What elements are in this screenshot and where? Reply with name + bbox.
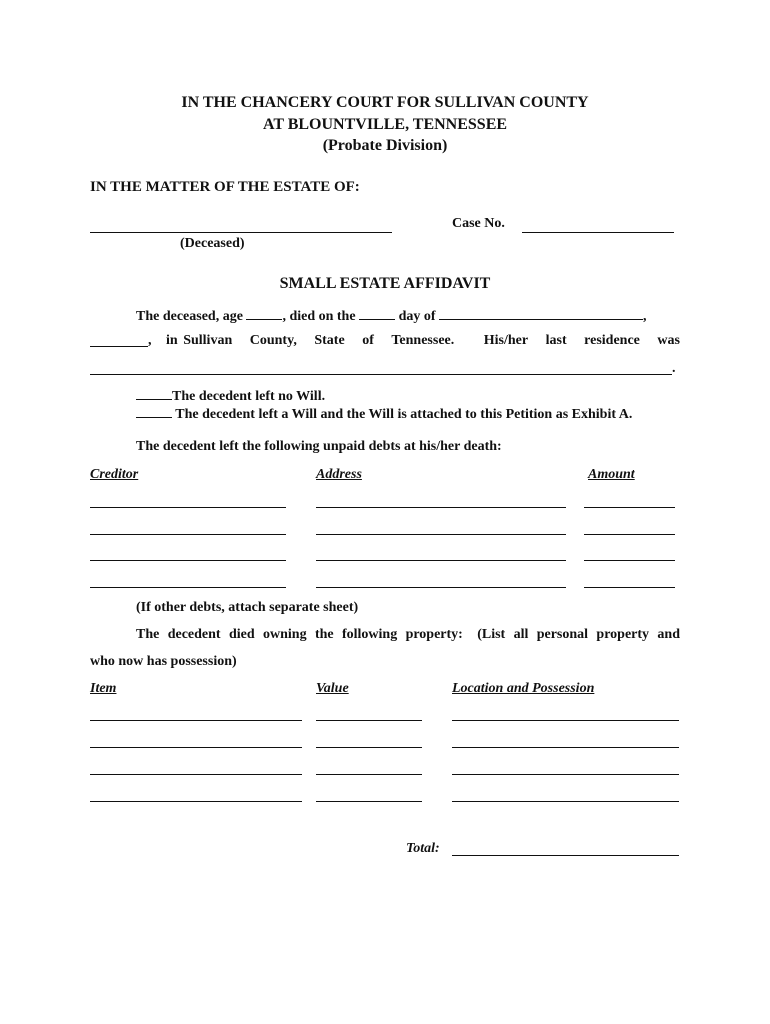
total-label: Total: [406, 841, 440, 856]
property-word: all [513, 627, 529, 642]
word-was: was [657, 333, 680, 348]
deceased-age-text: The deceased, age [136, 309, 243, 324]
will-attached-option [136, 404, 632, 423]
day-of-text: day of [398, 309, 436, 324]
creditor-field[interactable] [90, 507, 286, 508]
creditor-field[interactable] [90, 587, 286, 588]
word-hisher: His/her [483, 333, 529, 348]
address-column-header: Address [316, 467, 362, 482]
value-field[interactable] [316, 774, 422, 775]
deceased-label: (Deceased) [180, 236, 245, 251]
creditor-field[interactable] [90, 534, 286, 535]
age-field[interactable] [246, 306, 282, 320]
word-last: last [545, 333, 567, 348]
period-text: . [672, 361, 676, 376]
address-field[interactable] [316, 587, 566, 588]
item-column-header: Item [90, 681, 117, 696]
word-residence: residence [584, 333, 640, 348]
document-title: SMALL ESTATE AFFIDAVIT [279, 275, 491, 292]
address-field[interactable] [316, 507, 566, 508]
no-will-checkbox-field[interactable] [136, 386, 172, 400]
court-name-line2: AT BLOUNTVILLE, TENNESSEE [262, 116, 508, 133]
word-tennessee: Tennessee. [391, 333, 455, 348]
word-county: County, [249, 333, 297, 348]
location-field[interactable] [452, 801, 679, 802]
case-number-field[interactable] [522, 232, 674, 233]
amount-field[interactable] [584, 587, 675, 588]
will-attached-checkbox-field[interactable] [136, 404, 172, 418]
address-field[interactable] [316, 534, 566, 535]
word-state: State [314, 333, 345, 348]
deceased-name-field[interactable] [90, 232, 392, 233]
property-word: personal [536, 627, 589, 642]
property-word: the [314, 627, 334, 642]
property-word: following [341, 627, 398, 642]
property-intro-line-2: who now has possession) [90, 654, 237, 669]
item-field[interactable] [90, 774, 302, 775]
address-field[interactable] [316, 560, 566, 561]
location-field[interactable] [452, 747, 679, 748]
value-field[interactable] [316, 720, 422, 721]
item-field[interactable] [90, 747, 302, 748]
property-word: decedent [167, 627, 221, 642]
case-number-label: Case No. [452, 216, 505, 231]
value-field[interactable] [316, 747, 422, 748]
death-day-field[interactable] [359, 306, 395, 320]
comma-text: , [643, 309, 647, 324]
total-field[interactable] [452, 855, 679, 856]
other-debts-note: (If other debts, attach separate sheet) [136, 600, 359, 615]
creditor-field[interactable] [90, 560, 286, 561]
property-word: property: [405, 627, 463, 642]
property-word: owning [263, 627, 307, 642]
word-in: in [166, 333, 178, 348]
amount-column-header: Amount [588, 467, 635, 482]
creditor-column-header: Creditor [90, 467, 139, 482]
value-field[interactable] [316, 801, 422, 802]
word-of: of [362, 333, 374, 348]
property-word: died [228, 627, 255, 642]
property-intro-line-1 [136, 627, 680, 643]
death-year-field[interactable] [90, 346, 148, 347]
item-field[interactable] [90, 720, 302, 721]
property-word: (List [477, 627, 506, 642]
no-will-text: The decedent left no Will. [172, 389, 326, 404]
property-word: property [596, 627, 650, 642]
estate-matter-label: IN THE MATTER OF THE ESTATE OF: [90, 179, 360, 195]
amount-field[interactable] [584, 507, 675, 508]
court-name-line1: IN THE CHANCERY COURT FOR SULLIVAN COUNTY [181, 94, 589, 111]
year-comma-text: , [148, 333, 152, 348]
residence-field[interactable] [90, 374, 672, 375]
value-column-header: Value [316, 681, 349, 696]
property-word: and [657, 627, 680, 642]
location-field[interactable] [452, 774, 679, 775]
will-attached-text: The decedent left a Will and the Will is attached to this Petition as Exhibit A. [175, 407, 633, 422]
item-field[interactable] [90, 801, 302, 802]
word-sullivan: Sullivan [183, 333, 233, 348]
paragraph-line-2 [166, 333, 680, 349]
no-will-option [136, 386, 325, 405]
court-division: (Probate Division) [322, 137, 448, 154]
location-field[interactable] [452, 720, 679, 721]
death-month-field[interactable] [439, 306, 643, 320]
amount-field[interactable] [584, 560, 675, 561]
paragraph-line-1 [136, 306, 647, 325]
location-column-header: Location and Possession [452, 681, 595, 696]
died-on-text: , died on the [282, 309, 356, 324]
debts-intro: The decedent left the following unpaid debts at his/her death: [136, 439, 502, 454]
property-word: The [136, 627, 160, 642]
amount-field[interactable] [584, 534, 675, 535]
